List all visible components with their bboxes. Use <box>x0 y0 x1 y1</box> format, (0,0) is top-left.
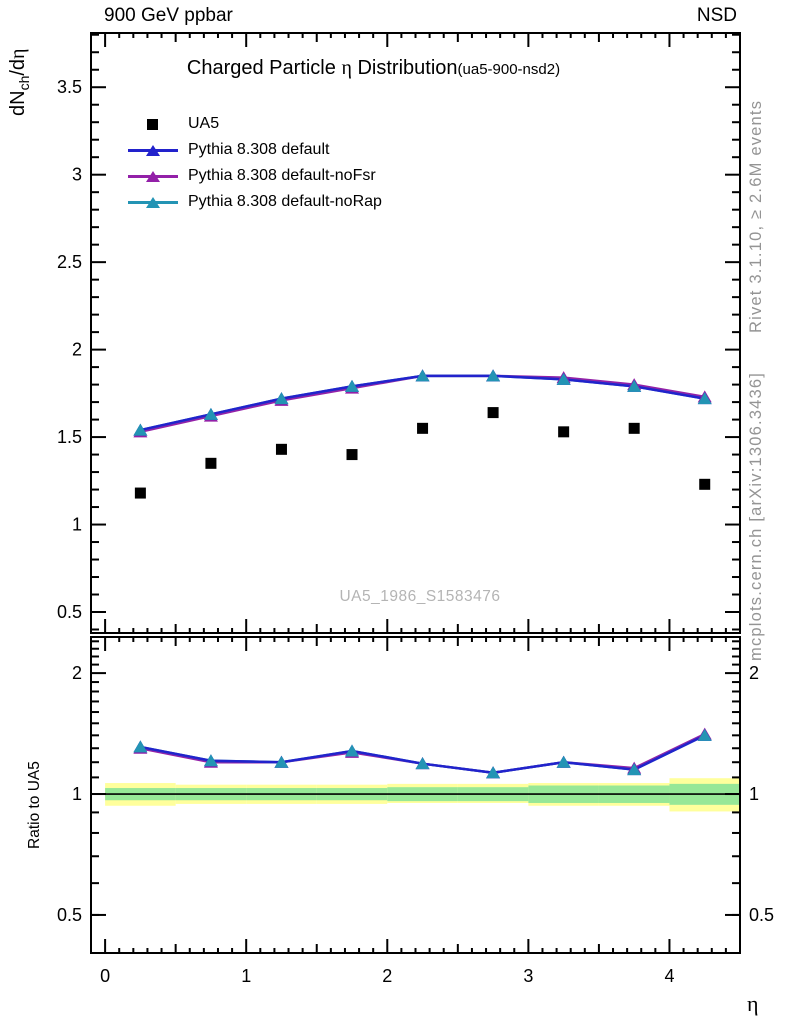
line-triangle-marker-icon <box>128 143 178 158</box>
legend-item <box>128 137 382 163</box>
tick-label: 0.5 <box>56 602 82 623</box>
legend <box>128 111 382 215</box>
tick-label: 0 <box>100 966 111 986</box>
main-y-axis-label-dn: dN <box>7 90 29 116</box>
ua5-data-point <box>699 479 710 490</box>
ratio-noRap-marker <box>133 740 147 752</box>
ratio-y-axis-label: Ratio to UA5 <box>26 761 43 849</box>
x-axis-label: η <box>747 991 759 1016</box>
tick-label: 2 <box>749 663 760 684</box>
tick-label: 2 <box>382 966 393 986</box>
tick-label: 2.5 <box>56 252 82 273</box>
legend-item <box>128 189 382 215</box>
main-y-axis-label-eta: η <box>7 48 29 59</box>
event-class-label: NSD <box>696 5 737 26</box>
line-triangle-marker-icon <box>128 195 178 210</box>
main-y-axis-label <box>7 48 32 116</box>
square-marker-icon <box>147 119 158 130</box>
tick-label: 1 <box>71 514 82 535</box>
legend-item <box>128 163 382 189</box>
ratio-series <box>133 728 711 779</box>
ua5-data-point <box>629 423 640 434</box>
triangle-marker-icon <box>146 171 160 182</box>
ratio-noRap-marker <box>345 744 359 756</box>
tick-label: 3.5 <box>56 77 82 98</box>
tick-label: 3 <box>523 966 534 986</box>
rivet-version-note: Rivet 3.1.10, ≥ 2.6M events <box>747 99 765 333</box>
ua5-data-point <box>558 426 569 437</box>
plot-title-eta: η <box>341 57 352 79</box>
plot-title-text2: Distribution <box>351 57 458 79</box>
legend-item <box>128 111 382 137</box>
tick-label: 2 <box>71 339 82 360</box>
square-marker-icon <box>128 117 178 132</box>
main-y-axis-label-ch: ch <box>16 75 32 91</box>
tick-label: 1 <box>241 966 252 986</box>
main-series <box>133 369 711 498</box>
tick-label: 1 <box>749 784 760 805</box>
triangle-marker-icon <box>146 145 160 156</box>
legend-label: Pythia 8.308 default <box>188 141 330 158</box>
analysis-watermark: UA5_1986_S1583476 <box>339 588 501 605</box>
legend-label: Pythia 8.308 default-noRap <box>188 193 382 210</box>
ratio-noRap-marker <box>698 729 712 741</box>
plot-title <box>91 57 656 80</box>
plot-title-analysis-id: (ua5-900-nsd2) <box>457 61 561 78</box>
ua5-data-point <box>417 423 428 434</box>
tick-label: 0.5 <box>56 904 82 925</box>
tick-label: 1 <box>71 784 82 805</box>
line-triangle-marker-icon <box>128 169 178 184</box>
tick-label: 4 <box>664 966 675 986</box>
triangle-marker-icon <box>146 197 160 208</box>
tick-label: 0.5 <box>749 904 775 925</box>
ua5-data-point <box>135 488 146 499</box>
ua5-data-point <box>205 458 216 469</box>
tick-label: 2 <box>71 663 82 684</box>
plot-title-text: Charged Particle <box>186 57 342 79</box>
ua5-data-point <box>488 407 499 418</box>
tick-label: 3 <box>71 164 82 185</box>
mcplots-arxiv-note: mcplots.cern.ch [arXiv:1306.3436] <box>747 371 765 661</box>
legend-label: Pythia 8.308 default-noFsr <box>188 167 376 184</box>
ua5-data-point <box>347 449 358 460</box>
ratio-uncertainty-bands <box>91 778 740 811</box>
ua5-data-point <box>276 444 287 455</box>
tick-label: 1.5 <box>56 427 82 448</box>
beam-energy-label: 900 GeV ppbar <box>104 5 233 26</box>
legend-label: UA5 <box>188 115 220 132</box>
pythia-default-line <box>140 376 704 430</box>
main-y-axis-label-slash: /d <box>7 58 29 76</box>
